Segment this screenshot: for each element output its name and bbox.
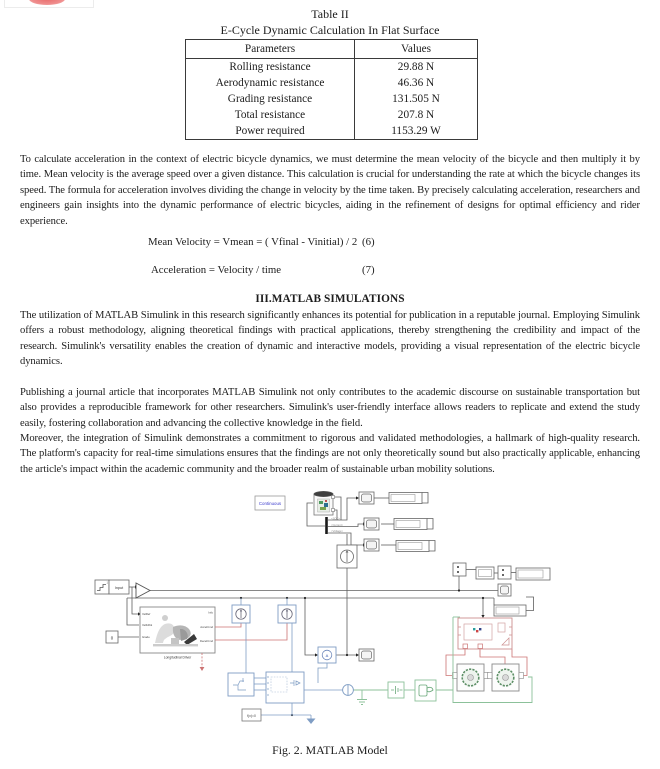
current-source-block bbox=[337, 545, 357, 568]
converter-block bbox=[228, 673, 254, 696]
table-cell: 1153.29 W bbox=[355, 123, 478, 140]
gearbox-block bbox=[415, 680, 436, 701]
table-cell: 46.36 N bbox=[355, 75, 478, 91]
longitudinal-driver-block bbox=[140, 607, 215, 660]
table-row bbox=[186, 107, 478, 123]
table-header-values: Values bbox=[355, 40, 478, 59]
table-cell: Total resistance bbox=[234, 109, 306, 121]
signal-tag: <SOC> bbox=[331, 517, 340, 521]
input-port-tag: 1 bbox=[106, 581, 108, 585]
table-subtitle: E-Cycle Dynamic Calculation In Flat Surface bbox=[220, 23, 440, 37]
wheel-motor-block bbox=[453, 664, 489, 691]
simulink-diagram bbox=[85, 487, 585, 742]
port-label: AccelCmd bbox=[200, 625, 213, 630]
gain-block bbox=[136, 583, 150, 598]
driver-title: Longitudinal Driver bbox=[163, 655, 192, 660]
equation-number: (6) bbox=[362, 236, 375, 248]
table-row bbox=[186, 75, 478, 91]
controlled-source-block bbox=[232, 605, 250, 623]
table-cell: 29.88 N bbox=[355, 59, 478, 76]
port-label: VelRef bbox=[142, 612, 151, 617]
equation-number: (7) bbox=[362, 264, 375, 276]
display-block bbox=[494, 605, 526, 616]
ammeter-label: A bbox=[325, 652, 329, 658]
parameters-table bbox=[185, 39, 478, 140]
section-heading: III.MATLAB SIMULATIONS bbox=[255, 293, 405, 305]
display-block bbox=[396, 541, 429, 552]
scope-block bbox=[359, 649, 374, 661]
table-cell: 207.8 N bbox=[355, 107, 478, 123]
table-cell: 131.505 N bbox=[355, 91, 478, 107]
battery-block bbox=[314, 491, 335, 515]
scope-block bbox=[498, 584, 511, 596]
hbridge-block bbox=[266, 672, 304, 703]
motor-drive-block bbox=[458, 618, 512, 649]
input-label: Input bbox=[114, 586, 124, 590]
paragraph-simulink-2: Publishing a journal article that incorporates MATLAB Simulink not only contributes to the academic discourse on sustainable transportation but also provides a reproducible framework for other researchers. Simulink's user-friendly interface allows readers to replicate and extend the study easily, fostering collaboration and advancing the collective knowledge in the field. bbox=[20, 387, 640, 429]
scope-block bbox=[359, 492, 374, 504]
signal-tag: <Current> bbox=[331, 523, 344, 527]
gain-small-block bbox=[476, 567, 494, 579]
solver-configuration-block bbox=[242, 709, 261, 721]
signal-tag: <Voltage> bbox=[331, 530, 344, 534]
figure-caption: Fig. 2. MATLAB Model bbox=[272, 743, 388, 757]
table-header-parameters: Parameters bbox=[186, 40, 355, 59]
math-block bbox=[498, 566, 511, 579]
table-title: Table II bbox=[311, 7, 349, 21]
paragraph-simulink-3: Moreover, the integration of Simulink demonstrates a commitment to rigorous and validated methodologies, a hallmark of high-quality research. The platform's capacity for real-time simulations ensures that the findings are not only theoretically sound but also practically applicable, enhancing the article's impact within the academic community and the broader realm of sustainable urban mobility solutions. bbox=[20, 433, 640, 475]
ammeter-block bbox=[318, 647, 336, 663]
scope-block bbox=[364, 539, 379, 551]
display-block bbox=[516, 568, 550, 580]
table-header-row bbox=[186, 40, 478, 59]
table-row bbox=[186, 91, 478, 107]
equation-text: Mean Velocity = Vmean = ( Vfinal - Vinitial) / 2 bbox=[148, 236, 358, 248]
controlled-source-block bbox=[278, 605, 296, 623]
simulink-model-figure bbox=[85, 487, 585, 742]
port-label: VelFdbk bbox=[142, 623, 153, 628]
electrical-ground-icon bbox=[307, 719, 316, 725]
red-oval-fragment bbox=[29, 0, 65, 5]
table-cell: Aerodynamic resistance bbox=[215, 77, 325, 89]
dangling-arrow bbox=[200, 667, 205, 671]
table-cell: Rolling resistance bbox=[229, 61, 311, 73]
equation-text: Acceleration = Velocity / time bbox=[151, 264, 282, 276]
port-label: Info bbox=[208, 610, 213, 615]
continuous-block bbox=[255, 496, 285, 510]
paragraph-simulink-1: The utilization of MATLAB Simulink in this research significantly enhances its potential for publication in a reputable journal. Employing Simulink offers a robust methodology, aligning theoretical findings with practical applications, thereby strengthening the credibility and impact of the research. Simulink's versatility enables the creation of dynamic and interactive models, providing a visual representation of the electric bicycle dynamics. bbox=[20, 310, 640, 368]
port-label: DecelCmd bbox=[199, 638, 213, 643]
scope-block bbox=[364, 518, 379, 530]
solver-label: f(x)=0 bbox=[247, 714, 256, 718]
continuous-label: Continuous bbox=[258, 501, 282, 507]
constant-block bbox=[106, 631, 118, 643]
table-cell: Power required bbox=[235, 125, 305, 137]
wheel-motor-block bbox=[488, 664, 524, 691]
port-label: Grade bbox=[142, 635, 150, 640]
math-block bbox=[453, 563, 466, 576]
rotational-element-icon bbox=[343, 685, 354, 696]
paragraph-acceleration: To calculate acceleration in the context of electric bicycle dynamics, we must determine the mean velocity of the bicycle and then multiply it by time. Mean velocity is the average speed over a given distance. This calculation is crucial for understanding the rate at which the bicycle changes its speed. The formula for acceleration involves dividing the change in velocity by the time taken. By precisely calculating acceleration, researchers and engineers gain insights into the dynamic performance of electric bicycles, aiding in the refinement of designs for optimal efficiency and rider experience. bbox=[20, 154, 640, 227]
mechanical-source-block bbox=[388, 682, 404, 698]
constant-value: 0 bbox=[110, 635, 114, 641]
table-row bbox=[186, 59, 478, 76]
display-block bbox=[394, 519, 427, 530]
table-cell: Grading resistance bbox=[227, 93, 313, 105]
display-block bbox=[389, 493, 422, 504]
signal-tags bbox=[331, 517, 344, 534]
input-source-block bbox=[95, 580, 129, 594]
table-row bbox=[186, 123, 478, 140]
